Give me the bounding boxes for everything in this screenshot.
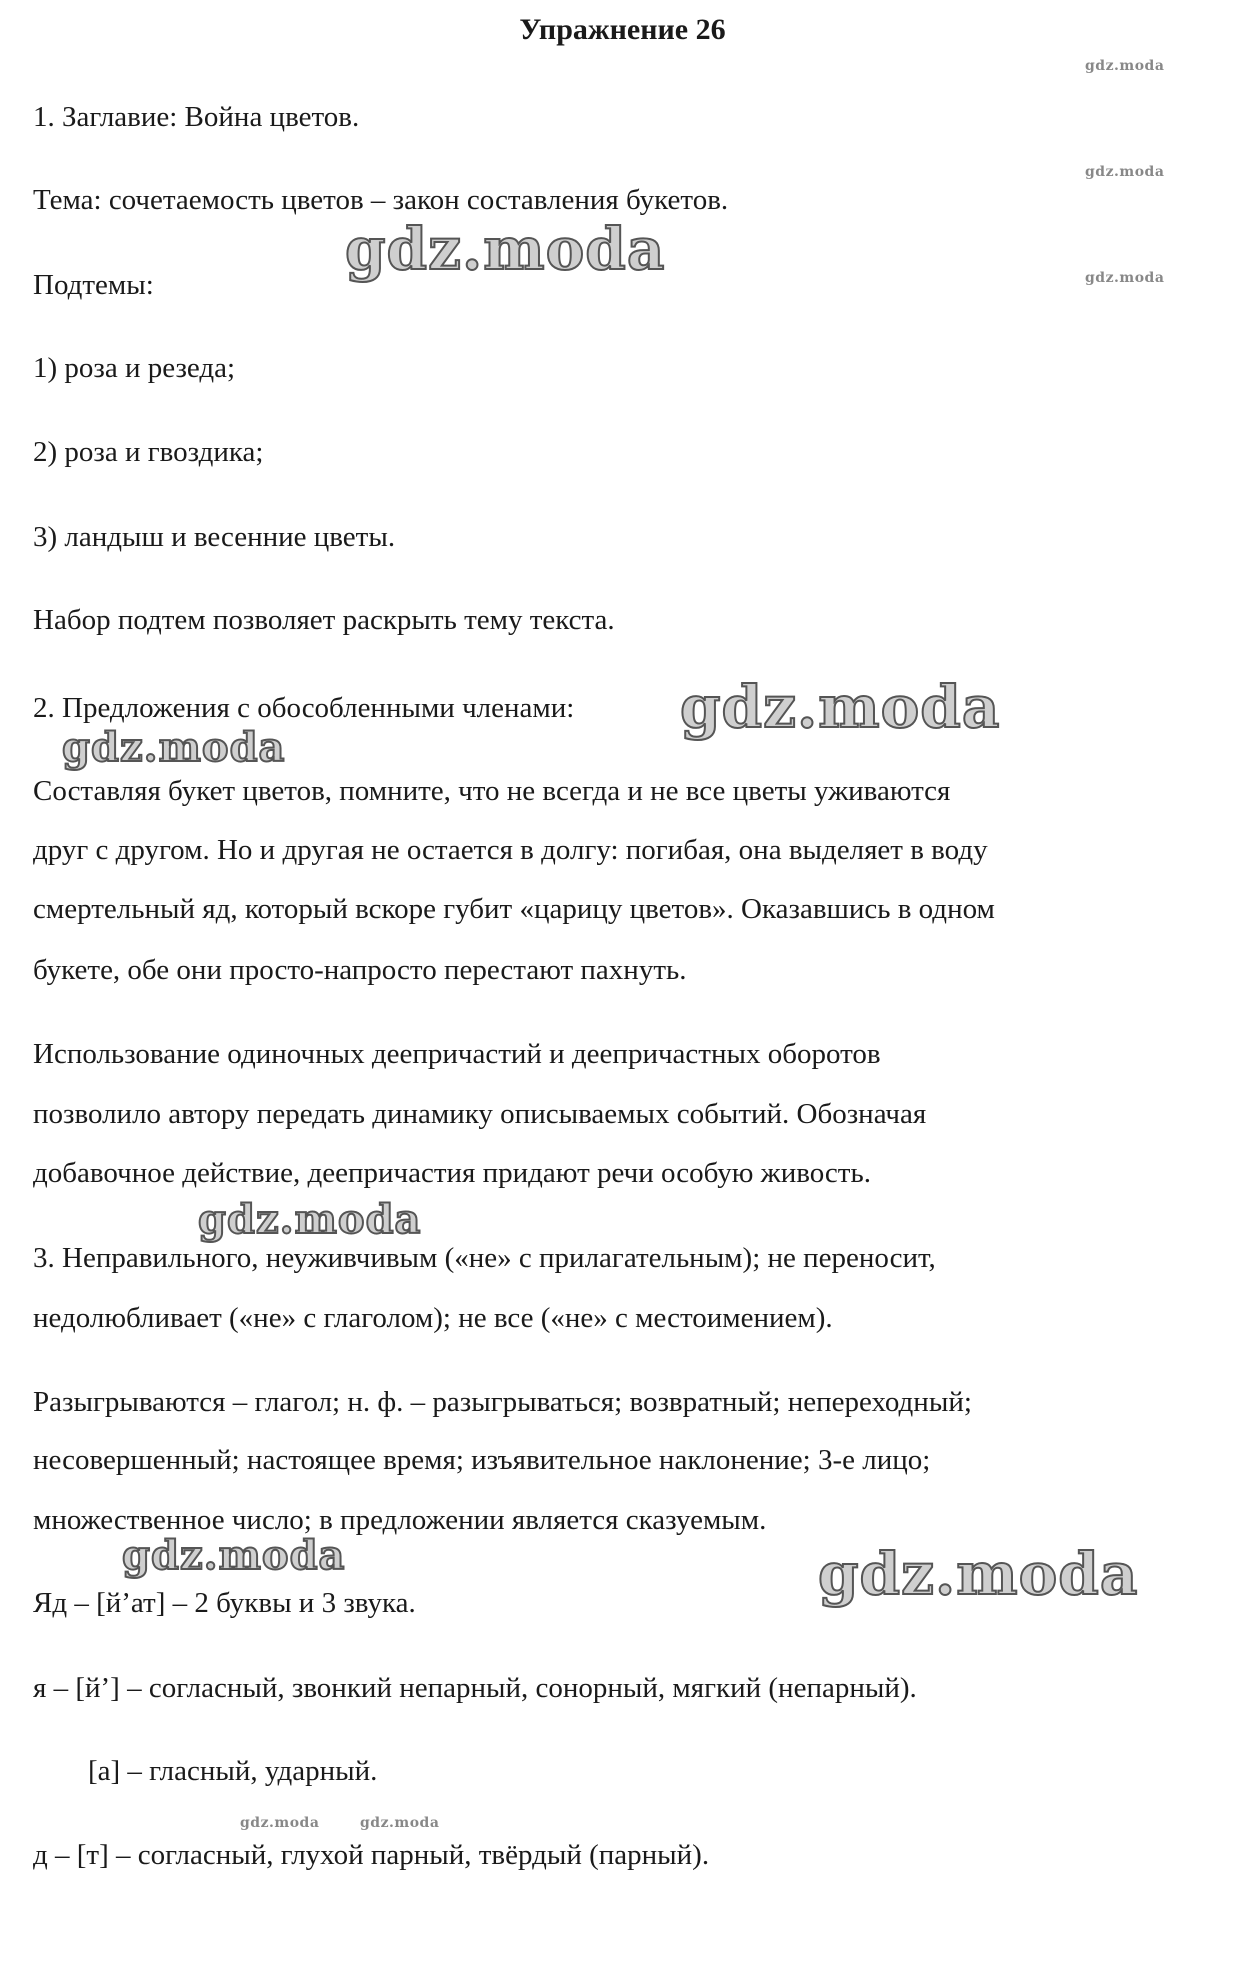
- watermark-large: gdz.moda: [818, 1540, 1139, 1608]
- watermark-small: gdz.moda: [240, 1815, 320, 1831]
- text-line: Использование одиночных деепричастий и деепричастных оборотов: [33, 1038, 881, 1070]
- text-line: [а] – гласный, ударный.: [88, 1755, 378, 1787]
- text-line: Яд – [й’ат] – 2 буквы и 3 звука.: [33, 1587, 416, 1619]
- text-line: д – [т] – согласный, глухой парный, твёрдый (парный).: [33, 1839, 710, 1871]
- text-line: друг с другом. Но и другая не остается в долгу: погибая, она выделяет в воду: [33, 834, 988, 866]
- text-line: Набор подтем позволяет раскрыть тему текста.: [33, 604, 615, 636]
- text-line: букете, обе они просто-напросто перестают пахнуть.: [33, 954, 687, 986]
- watermark-small: gdz.moda: [360, 1815, 440, 1831]
- page-title: Упражнение 26: [519, 13, 726, 46]
- text-line: Тема: сочетаемость цветов – закон составления букетов.: [33, 184, 729, 216]
- text-line: 2) роза и гвоздика;: [33, 436, 264, 468]
- text-line: 1. Заглавие: Война цветов.: [33, 101, 360, 133]
- text-line: 2. Предложения с обособленными членами:: [33, 692, 575, 724]
- text-line: смертельный яд, который вскоре губит «царицу цветов». Оказавшись в одном: [33, 893, 995, 925]
- text-line: Составляя букет цветов, помните, что не всегда и не все цветы уживаются: [33, 775, 951, 807]
- text-line: добавочное действие, деепричастия придают речи особую живость.: [33, 1157, 871, 1189]
- text-line: 3. Неправильного, неуживчивым («не» с прилагательным); не переносит,: [33, 1242, 936, 1274]
- watermark-large: gdz.moda: [198, 1196, 422, 1243]
- text-line: недолюбливает («не» с глаголом); не все («не» с местоимением).: [33, 1302, 833, 1334]
- watermark-small: gdz.moda: [1085, 58, 1165, 74]
- text-line: я – [й’] – согласный, звонкий непарный, сонорный, мягкий (непарный).: [33, 1672, 917, 1704]
- text-line: Подтемы:: [33, 269, 154, 301]
- watermark-large: gdz.moda: [680, 673, 1001, 741]
- text-line: 1) роза и резеда;: [33, 352, 236, 384]
- text-line: 3) ландыш и весенние цветы.: [33, 521, 396, 553]
- text-line: несовершенный; настоящее время; изъявительное наклонение; 3-е лицо;: [33, 1444, 931, 1476]
- text-line: позволило автору передать динамику описываемых событий. Обозначая: [33, 1098, 927, 1130]
- text-line: множественное число; в предложении является сказуемым.: [33, 1504, 767, 1536]
- watermark-large: gdz.moda: [122, 1532, 346, 1579]
- watermark-large: gdz.moda: [345, 215, 666, 283]
- text-line: Разыгрываются – глагол; н. ф. – разыгрываться; возвратный; непереходный;: [33, 1386, 972, 1418]
- watermark-small: gdz.moda: [1085, 270, 1165, 286]
- watermark-large: gdz.moda: [62, 724, 286, 771]
- watermark-small: gdz.moda: [1085, 164, 1165, 180]
